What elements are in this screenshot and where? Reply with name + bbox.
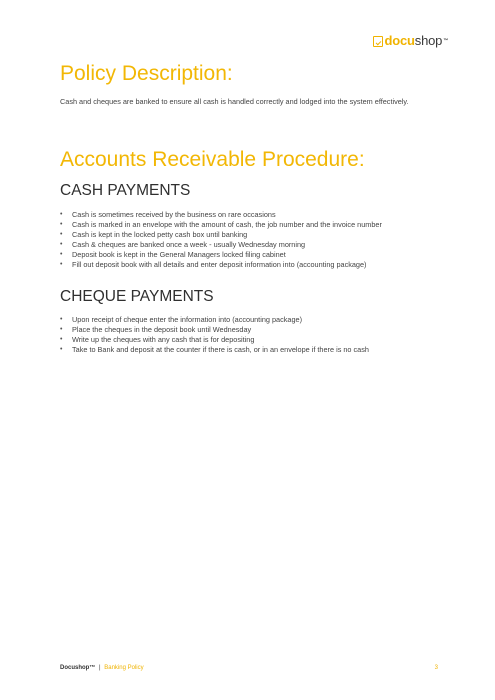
- list-item: • Cash is kept in the locked petty cash box until banking: [60, 230, 450, 240]
- list-item: • Cash is marked in an envelope with the amount of cash, the job number and the invoice number: [60, 220, 450, 230]
- footer-document-title: Banking Policy: [104, 665, 144, 671]
- cash-payments-list: [60, 210, 450, 270]
- list-item: • Write up the cheques with any cash that is for depositing: [60, 335, 450, 345]
- list-item: • Fill out deposit book with all details and enter deposit information into (accounting package): [60, 260, 450, 270]
- logo-trademark: ™: [443, 38, 448, 44]
- list-item: • Upon receipt of cheque enter the information into (accounting package): [60, 315, 450, 325]
- docushop-logo-icon: [373, 36, 383, 47]
- logo-wordmark: [385, 34, 448, 48]
- cheque-payments-heading: CHEQUE PAYMENTS: [60, 288, 214, 305]
- list-item: • Place the cheques in the deposit book until Wednesday: [60, 325, 450, 335]
- list-item: • Take to Bank and deposit at the counter if there is cash, or in an envelope if there is no cash: [60, 345, 450, 355]
- procedure-heading: Accounts Receivable Procedure:: [60, 148, 365, 171]
- list-item: • Deposit book is kept in the General Managers locked filing cabinet: [60, 250, 450, 260]
- logo-text-shop: shop: [414, 33, 443, 48]
- footer-separator: |: [99, 665, 101, 671]
- footer-title: [60, 664, 144, 672]
- policy-description-text: Cash and cheques are banked to ensure all cash is handled correctly and lodged into the system effectively.: [60, 97, 409, 106]
- logo-text-docu: docu: [384, 33, 415, 48]
- docushop-logo: [373, 34, 448, 48]
- cheque-payments-list: [60, 315, 450, 355]
- list-item: • Cash & cheques are banked once a week - usually Wednesday morning: [60, 240, 450, 250]
- list-item: • Cash is sometimes received by the business on rare occasions: [60, 210, 450, 220]
- cash-payments-heading: CASH PAYMENTS: [60, 182, 191, 199]
- page-footer: [60, 664, 438, 672]
- page-number: 3: [434, 665, 438, 671]
- footer-brand: Docushop™: [60, 665, 96, 671]
- policy-description-heading: Policy Description:: [60, 62, 233, 85]
